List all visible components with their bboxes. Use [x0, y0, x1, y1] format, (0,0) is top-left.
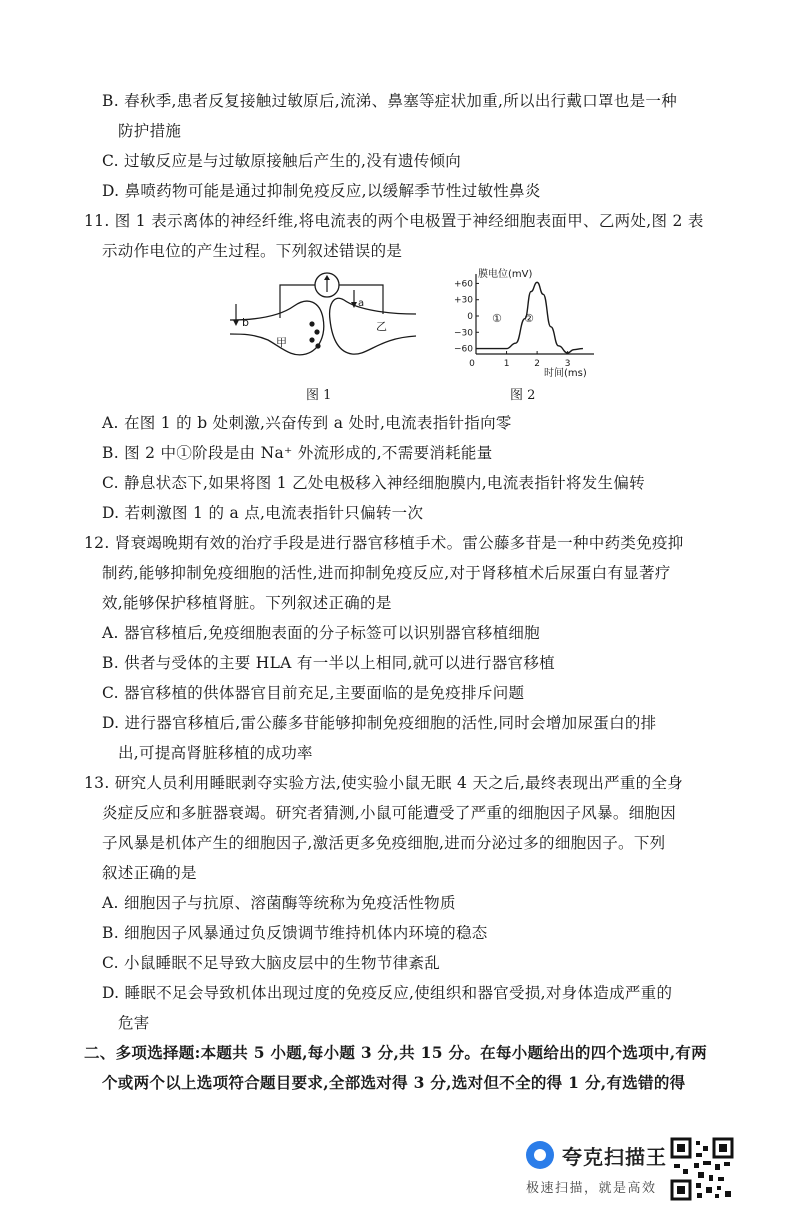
x-tick-label: 0	[469, 359, 475, 369]
q10-option-b-line2: 防护措施	[118, 122, 182, 140]
label-a: a	[358, 298, 365, 309]
postsynaptic-membrane	[330, 298, 416, 354]
q12-option-c: C. 器官移植的供体器官目前充足,主要面临的是免疫排斥问题	[102, 684, 525, 702]
q10-option-d: D. 鼻喷药物可能是通过抑制免疫反应,以缓解季节性过敏性鼻炎	[102, 182, 541, 200]
y-tick-label: −60	[454, 344, 473, 355]
q13-stem-line4: 叙述正确的是	[102, 864, 197, 882]
q11-option-c: C. 静息状态下,如果将图 1 乙处电极移入神经细胞膜内,电流表指针将发生偏转	[102, 474, 645, 492]
y-tick-label: 0	[467, 312, 473, 322]
vesicle	[314, 329, 319, 334]
q12-option-a: A. 器官移植后,免疫细胞表面的分子标签可以识别器官移植细胞	[102, 624, 540, 642]
figure-1-nerve-fiber	[228, 268, 418, 374]
q13-option-c: C. 小鼠睡眠不足导致大脑皮层中的生物节律紊乱	[102, 954, 441, 972]
stimulus-b-arrowhead	[233, 320, 239, 326]
scanner-logo-icon	[526, 1141, 554, 1169]
label-jia: 甲	[276, 336, 287, 349]
scanner-brand-name: 夸克扫描王	[562, 1145, 667, 1169]
x-tick-label: 3	[564, 359, 571, 369]
q13-stem-line1: 13. 研究人员利用睡眠剥夺实验方法,使实验小鼠无眠 4 天之后,最终表现出严重的全身	[84, 774, 684, 792]
figure-2-caption: 图 2	[510, 388, 536, 403]
x-tick-label: 2	[534, 359, 540, 369]
q13-option-a: A. 细胞因子与抗原、溶菌酶等统称为免疫活性物质	[102, 894, 456, 912]
q13-stem-line3: 子风暴是机体产生的细胞因子,激活更多免疫细胞,进而分泌过多的细胞因子。下列	[102, 834, 666, 852]
galvanometer-needle-arrow	[324, 275, 330, 280]
figure-1-caption: 图 1	[306, 388, 332, 403]
qr-code-icon	[670, 1137, 734, 1201]
scanner-slogan: 极速扫描，就是高效	[526, 1181, 657, 1196]
q11-stem-line1: 11. 图 1 表示离体的神经纤维,将电流表的两个电极置于神经细胞表面甲、乙两处,图 2 表	[84, 212, 704, 230]
chart-xlabel: 时间(ms)	[544, 368, 587, 379]
section2-intro-line2: 个或两个以上选项符合题目要求,全部选对得 3 分,选对但不全的得 1 分,有选错的得	[102, 1073, 686, 1092]
q12-option-d-line2: 出,可提高肾脏移植的成功率	[118, 744, 313, 762]
q11-option-d: D. 若刺激图 1 的 a 点,电流表指针只偏转一次	[102, 504, 424, 522]
q13-option-d-line1: D. 睡眠不足会导致机体出现过度的免疫反应,使组织和器官受损,对身体造成严重的	[102, 984, 673, 1002]
vesicle	[309, 321, 314, 326]
q13-option-b: B. 细胞因子风暴通过负反馈调节维持机体内环境的稳态	[102, 924, 488, 942]
q11-option-b: B. 图 2 中①阶段是由 Na⁺ 外流形成的,不需要消耗能量	[102, 444, 493, 462]
label-b: b	[242, 316, 249, 329]
q13-stem-line2: 炎症反应和多脏器衰竭。研究者猜测,小鼠可能遭受了严重的细胞因子风暴。细胞因	[102, 804, 677, 822]
q12-stem-line3: 效,能够保护移植肾脏。下列叙述正确的是	[102, 594, 392, 612]
q10-option-c: C. 过敏反应是与过敏原接触后产生的,没有遗传倾向	[102, 152, 462, 170]
q13-option-d-line2: 危害	[118, 1014, 150, 1032]
q10-option-b-line1: B. 春秋季,患者反复接触过敏原后,流涕、鼻塞等症状加重,所以出行戴口罩也是一种	[102, 92, 678, 110]
section2-intro-line1: 二、多项选择题:本题共 5 小题,每小题 3 分,共 15 分。在每小题给出的四个选项中,有两	[84, 1043, 708, 1062]
figure-2-action-potential-chart	[420, 268, 600, 380]
q12-stem-line1: 12. 肾衰竭晚期有效的治疗手段是进行器官移植手术。雷公藤多苷是一种中药类免疫抑	[84, 534, 684, 552]
vesicle	[315, 343, 320, 348]
chart-ticks	[454, 279, 571, 369]
phase-1-label: ①	[492, 312, 502, 325]
vesicle	[309, 337, 314, 342]
chart-ylabel: 膜电位(mV)	[478, 269, 533, 280]
y-tick-label: +60	[454, 279, 473, 290]
q11-option-a: A. 在图 1 的 b 处刺激,兴奋传到 a 处时,电流表指针指向零	[102, 414, 512, 432]
y-tick-label: −30	[454, 328, 473, 339]
phase-2-label: ②	[524, 312, 534, 325]
q12-option-b: B. 供者与受体的主要 HLA 有一半以上相同,就可以进行器官移植	[102, 654, 555, 672]
q12-stem-line2: 制药,能够抑制免疫细胞的活性,进而抑制免疫反应,对于肾移植术后尿蛋白有显著疗	[102, 564, 671, 582]
q11-stem-line2: 示动作电位的产生过程。下列叙述错误的是	[102, 242, 403, 260]
q12-option-d-line1: D. 进行器官移植后,雷公藤多苷能够抑制免疫细胞的活性,同时会增加尿蛋白的排	[102, 714, 657, 732]
label-yi: 乙	[376, 320, 387, 333]
x-tick-label: 1	[503, 359, 510, 369]
y-tick-label: +30	[454, 295, 473, 306]
